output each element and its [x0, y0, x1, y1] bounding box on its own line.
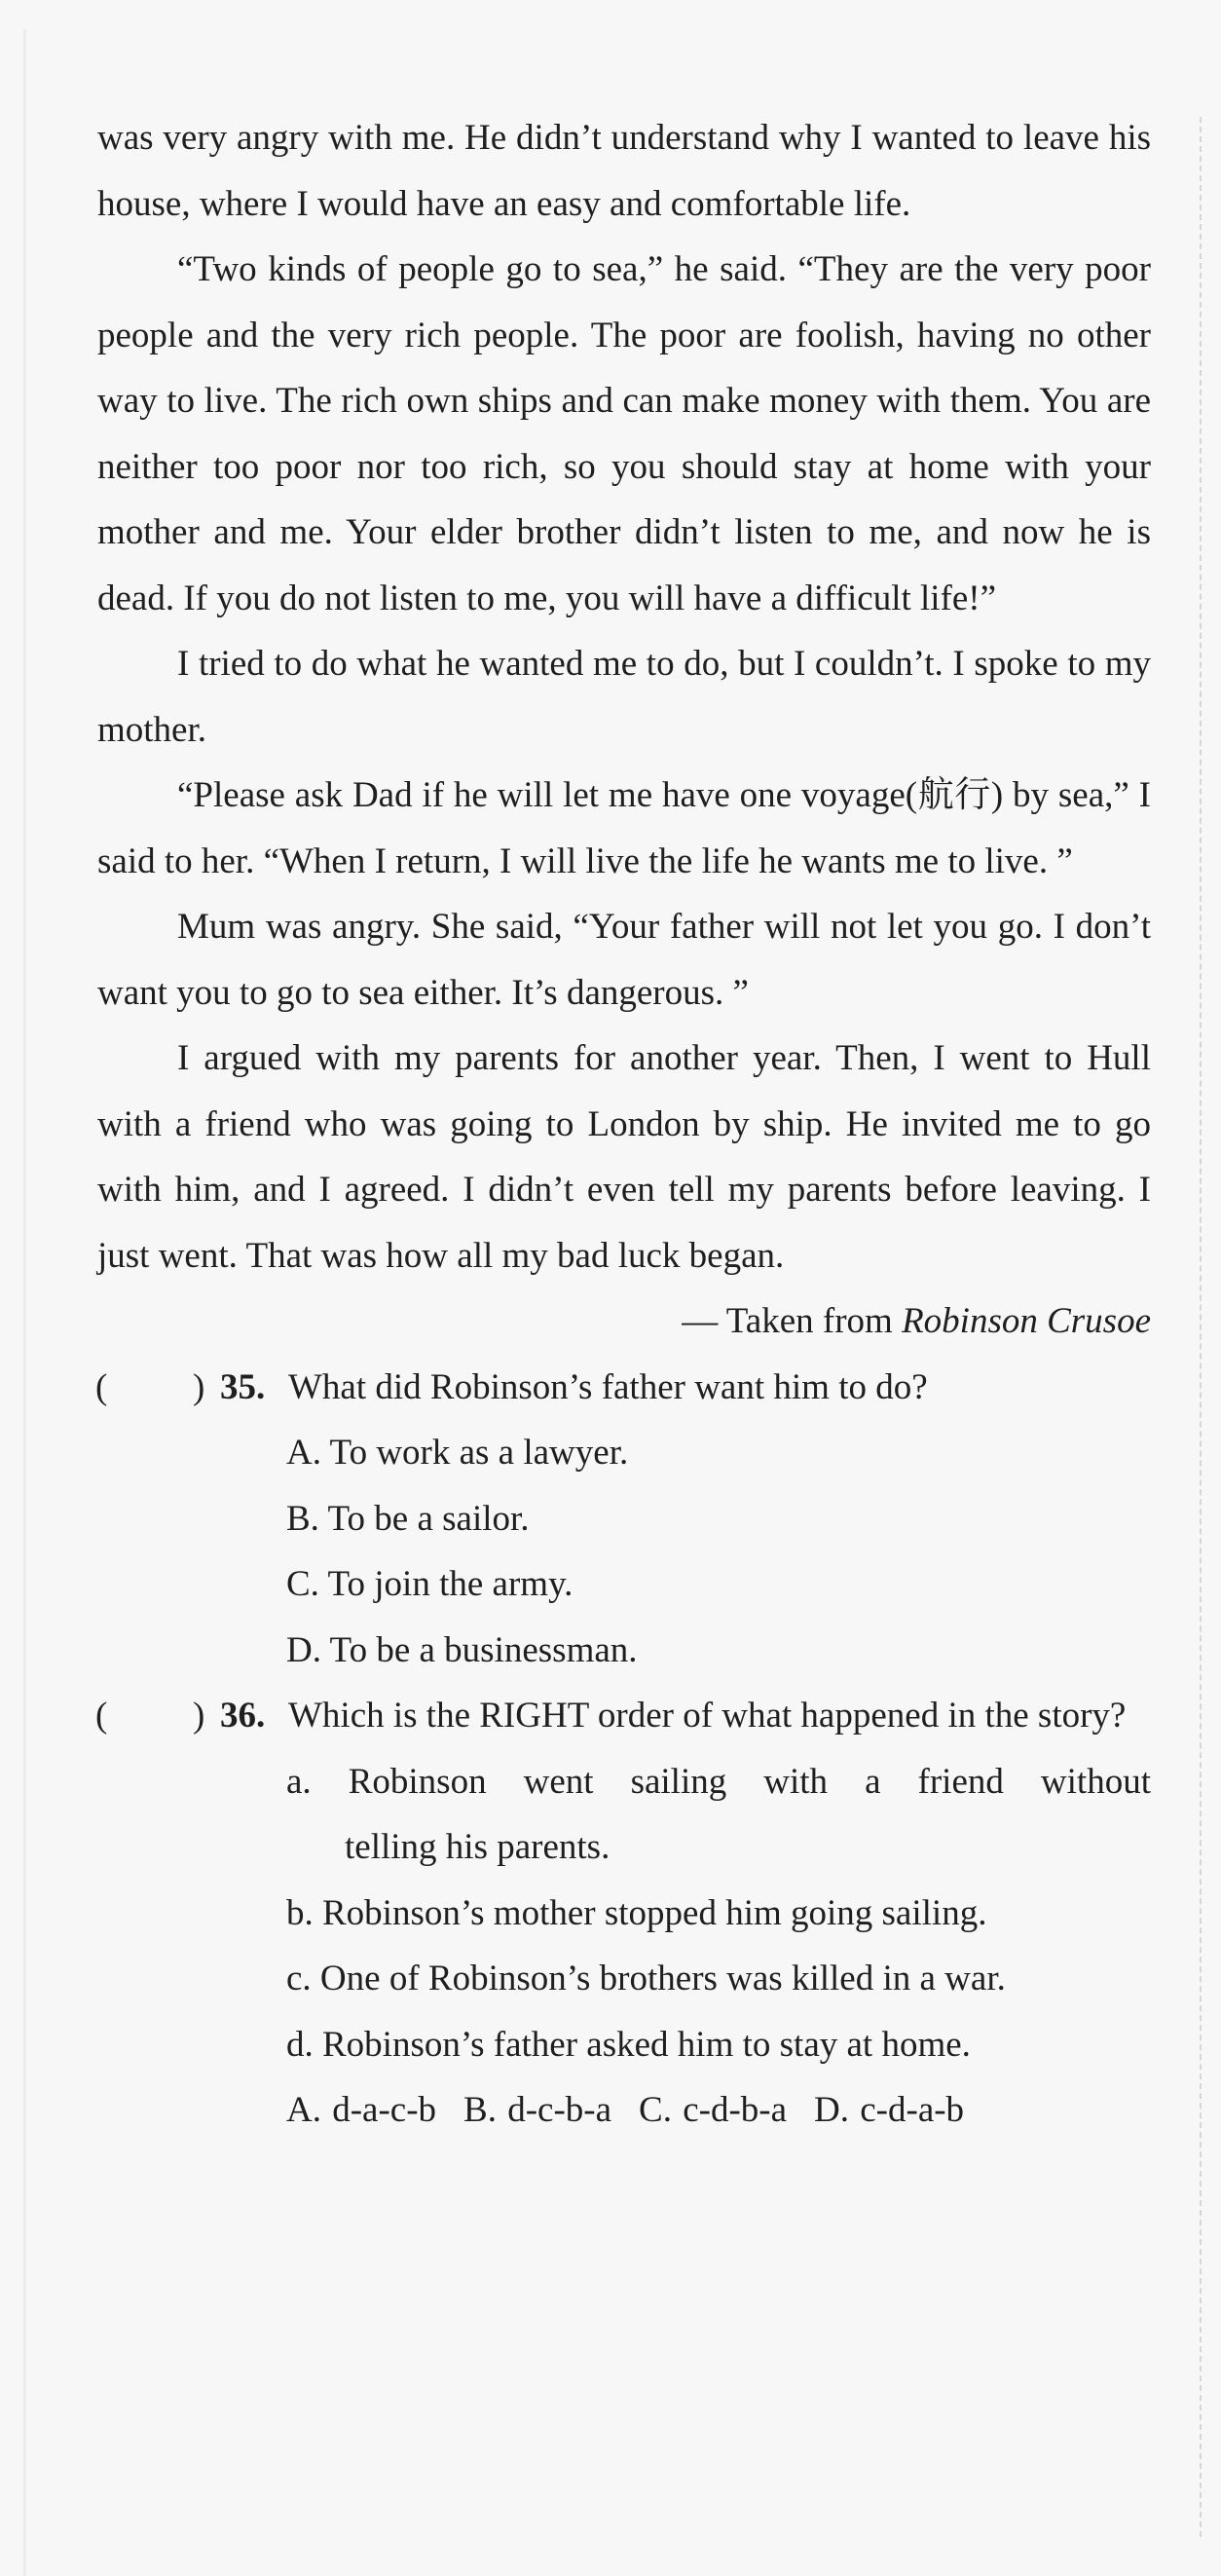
- story-source: [97, 1288, 1151, 1355]
- story-paragraph-2: “Two kinds of people go to sea,” he said. “They are the very poor people and the very rich people. The poor are foolish, having no other way to live. The rich own ships and can make money with them. You are neither too poor nor too rich, so you should stay at home with your mother and me. Your elder brother didn’t listen to me, and now he is dead. If you do not listen to me, you will have a difficult life!”: [97, 249, 1151, 618]
- source-title: Robinson Crusoe: [902, 1301, 1151, 1341]
- option-a: A. To work as a lawyer.: [286, 1433, 629, 1473]
- event-c: c. One of Robinson’s brothers was killed in a war.: [286, 1959, 1006, 1998]
- answer-paren-open: (: [95, 1696, 108, 1736]
- answer-option-a: A. d-a-c-b: [286, 2090, 437, 2130]
- answer-option-b: B. d-c-b-a: [463, 2090, 612, 2130]
- question-35: [95, 1355, 1151, 1421]
- option-b: B. To be a sailor.: [286, 1498, 530, 1539]
- question-36-answers: [286, 2077, 1151, 2144]
- story-paragraph-1: was very angry with me. He didn’t understand why I wanted to leave his house, where I would have an easy and comfortable life.: [97, 118, 1151, 224]
- story-paragraph-3: I tried to do what he wanted me to do, but I couldn’t. I spoke to my mother.: [97, 644, 1151, 750]
- source-prefix: — Taken from: [682, 1301, 903, 1341]
- page-edge: [23, 29, 26, 2576]
- answer-paren-close: ): [193, 1696, 205, 1736]
- question-35-options: [286, 1420, 1151, 1683]
- answer-option-d: D. c-d-a-b: [814, 2090, 965, 2130]
- question-text: What did Robinson’s father want him to do?: [288, 1366, 928, 1407]
- question-36-events: [286, 1749, 1151, 2144]
- answer-paren-close: ): [193, 1366, 205, 1407]
- event-d: d. Robinson’s father asked him to stay at home.: [286, 2024, 971, 2065]
- reading-passage: [97, 105, 1151, 2144]
- event-b: b. Robinson’s mother stopped him going sailing.: [286, 1892, 987, 1933]
- story-paragraph-5: Mum was angry. She said, “Your father will not let you go. I don’t want you to go to sea either. It’s dangerous. ”: [97, 907, 1151, 1013]
- dashed-cut-line: [1200, 117, 1202, 2537]
- question-text: Which is the RIGHT order of what happened in the story?: [288, 1696, 1127, 1736]
- option-d: D. To be a businessman.: [286, 1629, 638, 1670]
- question-number: 35.: [220, 1366, 266, 1407]
- question-number: 36.: [220, 1696, 266, 1736]
- answer-paren-open: (: [95, 1366, 108, 1407]
- option-c: C. To join the army.: [286, 1564, 574, 1604]
- story-paragraph-4: “Please ask Dad if he will let me have one voyage(航行) by sea,” I said to her. “When I return, I will live the life he wants me to live. ”: [97, 775, 1151, 881]
- event-a: a. Robinson went sailing with a friend without: [286, 1761, 1151, 1802]
- event-a-continued: telling his parents.: [345, 1827, 610, 1867]
- answer-option-c: C. c-d-b-a: [639, 2090, 788, 2130]
- story-paragraph-6: I argued with my parents for another year. Then, I went to Hull with a friend who was going to London by ship. He invited me to go with him, and I agreed. I didn’t even tell my parents before leaving. I just went. That was how all my bad luck began.: [97, 1038, 1151, 1276]
- question-36: [95, 1683, 1151, 1749]
